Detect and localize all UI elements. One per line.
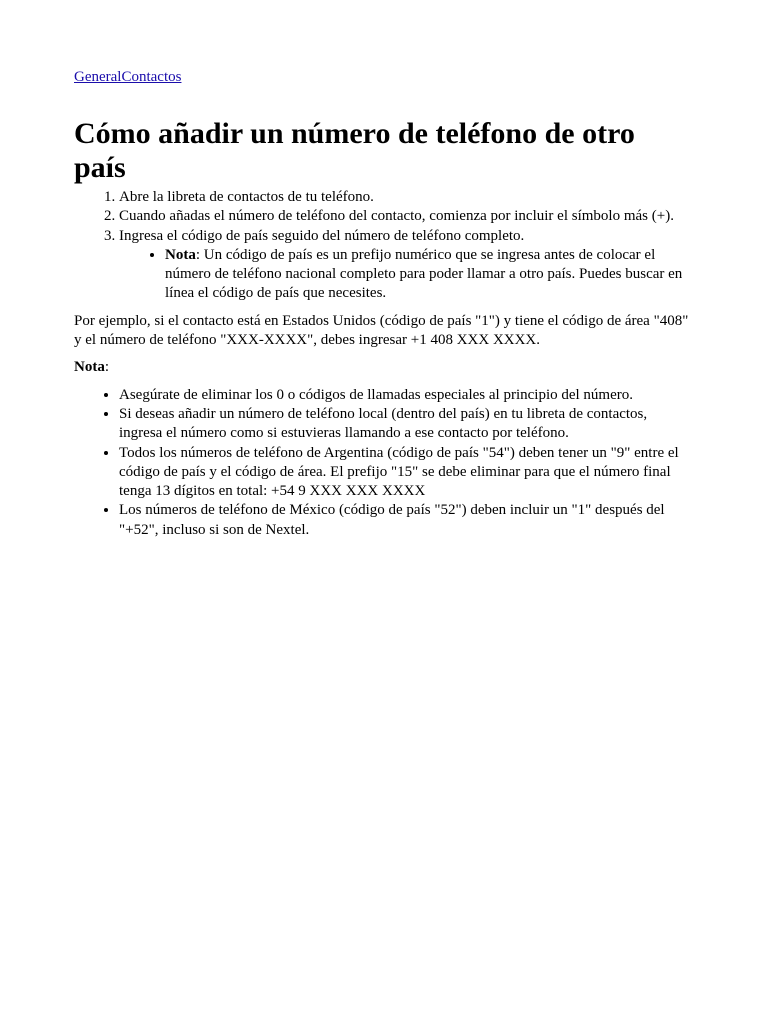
step-item bbox=[119, 227, 694, 304]
notes-heading-label: Nota bbox=[74, 359, 105, 376]
breadcrumb-link-general[interactable]: General bbox=[74, 69, 122, 85]
breadcrumb-link-contactos[interactable]: Contactos bbox=[121, 69, 182, 85]
step-item: 2. Cuando añadas el número de teléfono del contacto, comienza por incluir el símbolo más (+). bbox=[119, 207, 694, 226]
notes-list bbox=[74, 386, 694, 540]
page-title: Cómo añadir un número de teléfono de otro país bbox=[74, 117, 635, 184]
note-item: • Si deseas añadir un número de teléfono local (dentro del país) en tu libreta de contactos, ingresa el número como si estuvieras llamando a ese contacto por teléfono. bbox=[119, 405, 694, 444]
steps-list bbox=[74, 188, 694, 304]
step-note-list bbox=[119, 246, 694, 304]
example-paragraph: Por ejemplo, si el contacto está en Estados Unidos (código de país "1") y tiene el código de área "408" y el número de teléfono "XXX-XXXX", debes ingresar +1 408 XXX XXXX. bbox=[74, 312, 689, 349]
note-item: • Los números de teléfono de México (código de país "52") deben incluir un "1" después del "+52", incluso si son de Nextel. bbox=[119, 501, 694, 540]
step-note-text: : Un código de país es un prefijo numérico que se ingresa antes de colocar el número de teléfono nacional completo para poder llamar a otro país. Puedes buscar en línea el código de país que necesites. bbox=[165, 246, 683, 302]
step-note-item bbox=[165, 246, 694, 304]
step-item: 1. Abre la libreta de contactos de tu teléfono. bbox=[119, 188, 694, 207]
step-text: Ingresa el código de país seguido del número de teléfono completo. bbox=[119, 227, 525, 244]
note-item: • Todos los números de teléfono de Argentina (código de país "54") deben tener un "9" entre el código de país y el código de área. El prefijo "15" se debe eliminar para que el número final tenga 13 dígitos en total: +54 9 XXX XXX XXXX bbox=[119, 444, 694, 502]
step-note-label: Nota bbox=[165, 246, 196, 263]
notes-heading-colon: : bbox=[104, 359, 109, 376]
notes-heading bbox=[74, 358, 694, 377]
breadcrumb bbox=[74, 68, 694, 86]
note-item: • Asegúrate de eliminar los 0 o códigos de llamadas especiales al principio del número. bbox=[119, 386, 694, 405]
